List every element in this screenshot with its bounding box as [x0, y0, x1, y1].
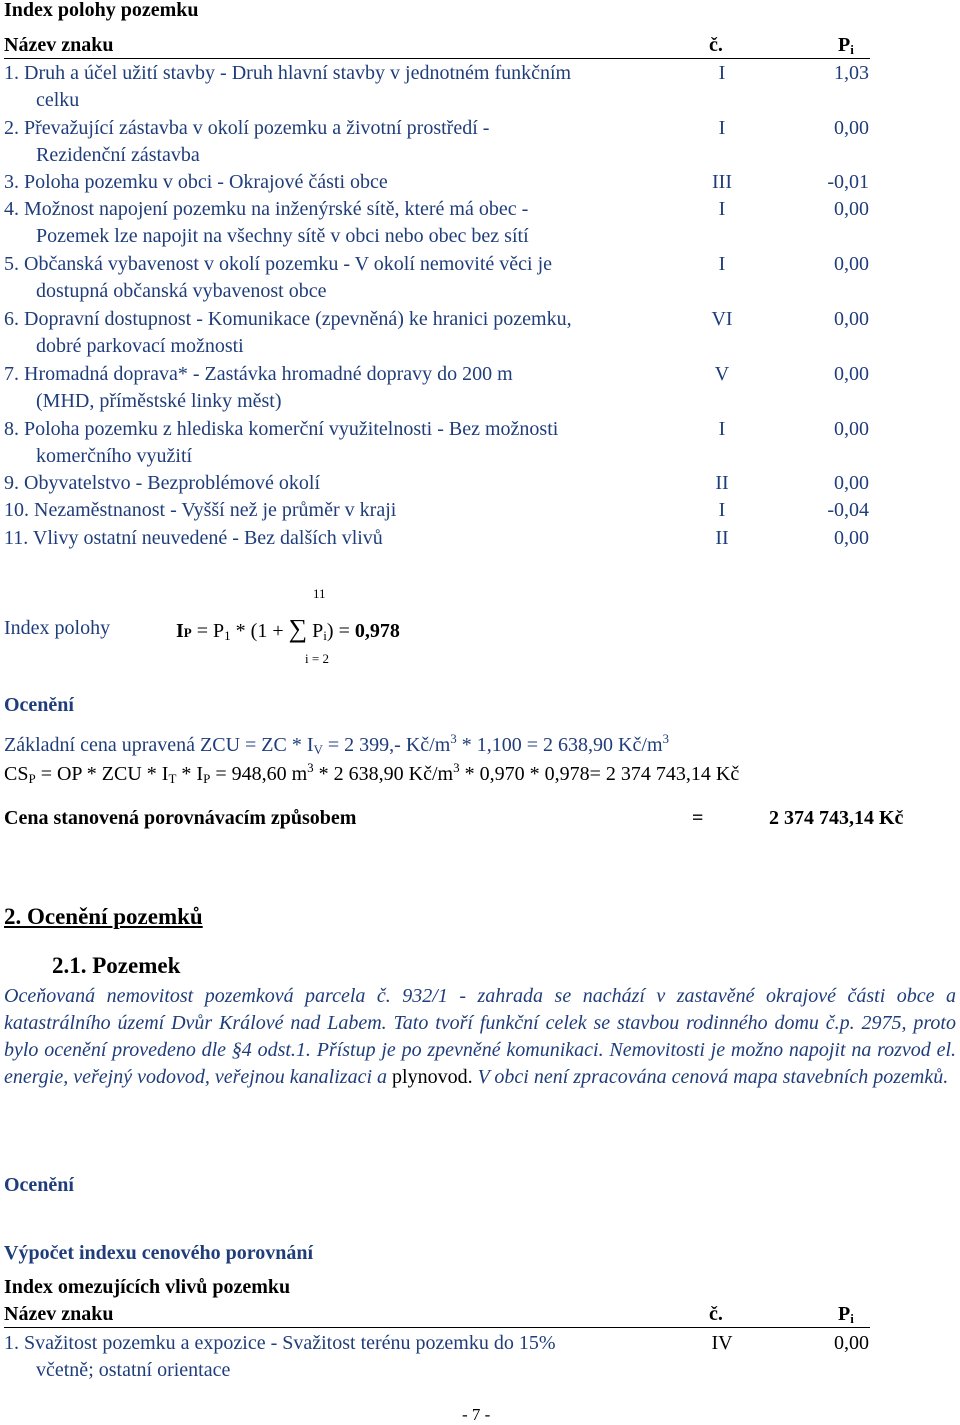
row-pi: 0,00: [834, 198, 869, 220]
row-name: 10. Nezaměstnanost - Vyšší než je průměr v kraji: [4, 499, 397, 521]
sum-upper-bound: 11: [313, 586, 326, 601]
row-name: 6. Dopravní dostupnost - Komunikace (zpevněná) ke hranici pozemku, dobré parkovací možnosti: [4, 308, 572, 357]
row-name: 9. Obyvatelstvo - Bezproblémové okolí: [4, 472, 321, 494]
row-class: I: [718, 253, 726, 275]
row-name: 1. Svažitost pozemku a expozice - Svažitost terénu pozemku do 15% včetně; ostatní orientace: [4, 1332, 556, 1381]
pozemek-description: Oceňovaná nemovitost pozemková parcela č. 932/1 - zahrada se nachází v zastavěné okrajové části obce a katastrálního území Dvůr Králové nad Labem. Tato tvoří funkční celek se stavbou rodinného domu č.p. 2975, proto bylo ocenění provedeno dle §4 odst.1. Přístup je po zpevněné komunikaci. Nemovitosti je možno napojit na rozvod el. energie, veřejný vodovod, veřejnou kanalizaci a plynovod. V obci není zpracována cenová mapa stavebních pozemků.: [4, 985, 956, 1088]
row-pi: 1,03: [834, 62, 869, 84]
row-name: 5. Občanská vybavenost v okolí pozemku - V okolí nemovité věci je dostupná občanská vybavenost obce: [4, 253, 553, 302]
col-header-name: Název znaku: [4, 34, 114, 56]
table2-col-pi: $P_i$: [838, 1303, 854, 1326]
row-name: 11. Vlivy ostatní neuvedené - Bez dalších vlivů: [4, 527, 383, 549]
row-class: II: [715, 472, 729, 494]
formula-label: Index polohy: [4, 617, 111, 639]
row-class: I: [718, 62, 726, 84]
row-class: I: [718, 117, 726, 139]
row-pi: 0,00: [834, 117, 869, 139]
row-class: I: [718, 499, 726, 521]
row-class: I: [718, 198, 726, 220]
oceneni-title: Ocenění: [4, 694, 74, 716]
row-pi: 0,00: [834, 1332, 869, 1354]
row-pi: -0,04: [827, 499, 869, 521]
table2-header-divider: [4, 1327, 870, 1328]
row-class: V: [714, 363, 730, 385]
section-title-index-polohy: Index polohy pozemku: [4, 0, 199, 21]
oceneni2-title: Ocenění: [4, 1174, 74, 1196]
row-name: 4. Možnost napojení pozemku na inženýrské sítě, které má obec - Pozemek lze napojit na všechny sítě v obci nebo obec bez sítí: [4, 198, 529, 247]
row-pi: 0,00: [834, 527, 869, 549]
section-heading-oceneni-pozemku: 2. Ocenění pozemků: [4, 904, 203, 929]
summary-label: Cena stanovená porovnávacím způsobem: [4, 807, 357, 829]
row-class: IV: [711, 1332, 733, 1354]
row-pi: 0,00: [834, 253, 869, 275]
row-name: 7. Hromadná doprava* - Zastávka hromadné dopravy do 200 m (MHD, příměstské linky měst): [4, 363, 513, 412]
col-header-pi: $P_i$: [838, 34, 854, 57]
summary-equals: =: [692, 807, 704, 829]
row-pi: 0,00: [834, 363, 869, 385]
row-pi: 0,00: [834, 418, 869, 440]
row-class: I: [718, 418, 726, 440]
table2-title: Index omezujících vlivů pozemku: [4, 1276, 291, 1298]
formula-expression: IP = $P_1 * (1$ + ∑ $P_i) = 0,978$: [176, 614, 400, 643]
zcu-line: Základní cena upravená ZCU = ZC * $I_V = 2$ 399,- $Kč/m^3 * 1,100 = 2$ 638,90 $Kč/m^3$: [4, 731, 669, 757]
col-header-no: č.: [709, 34, 723, 56]
csp-line: $CS_P$ = OP * ZCU * $I_T * I_P = 948,60$ $m^3 * 2$ 638,90 $Kč/m^3 * 0,970 * 0,978= 2$ 374 743,14 Kč: [4, 760, 740, 786]
row-name: 8. Poloha pozemku z hlediska komerční využitelnosti - Bez možnosti komerčního využití: [4, 418, 559, 467]
sigma-icon: ∑: [288, 614, 308, 643]
row-name: 1. Druh a účel užití stavby - Druh hlavní stavby v jednotném funkčním celku: [4, 62, 572, 111]
header-divider: [4, 58, 870, 59]
row-pi: 0,00: [834, 308, 869, 330]
summary-value: 2 374 743,14 Kč: [769, 807, 904, 829]
row-pi: -0,01: [827, 171, 869, 193]
row-class: VI: [711, 308, 733, 330]
row-name: 3. Poloha pozemku v obci - Okrajové části obce: [4, 171, 388, 193]
row-class: II: [715, 527, 729, 549]
page-number: - 7 -: [462, 1405, 491, 1424]
subsection-heading-pozemek: 2.1. Pozemek: [52, 953, 181, 978]
row-pi: 0,00: [834, 472, 869, 494]
table2-col-name: Název znaku: [4, 1303, 114, 1325]
calc-title: Výpočet indexu cenového porovnání: [4, 1242, 314, 1264]
table2-col-no: č.: [709, 1303, 723, 1325]
row-class: III: [712, 171, 732, 193]
sum-lower-bound: i = 2: [305, 651, 329, 666]
row-name: 2. Převažující zástavba v okolí pozemku a životní prostředí - Rezidenční zástavba: [4, 117, 490, 166]
